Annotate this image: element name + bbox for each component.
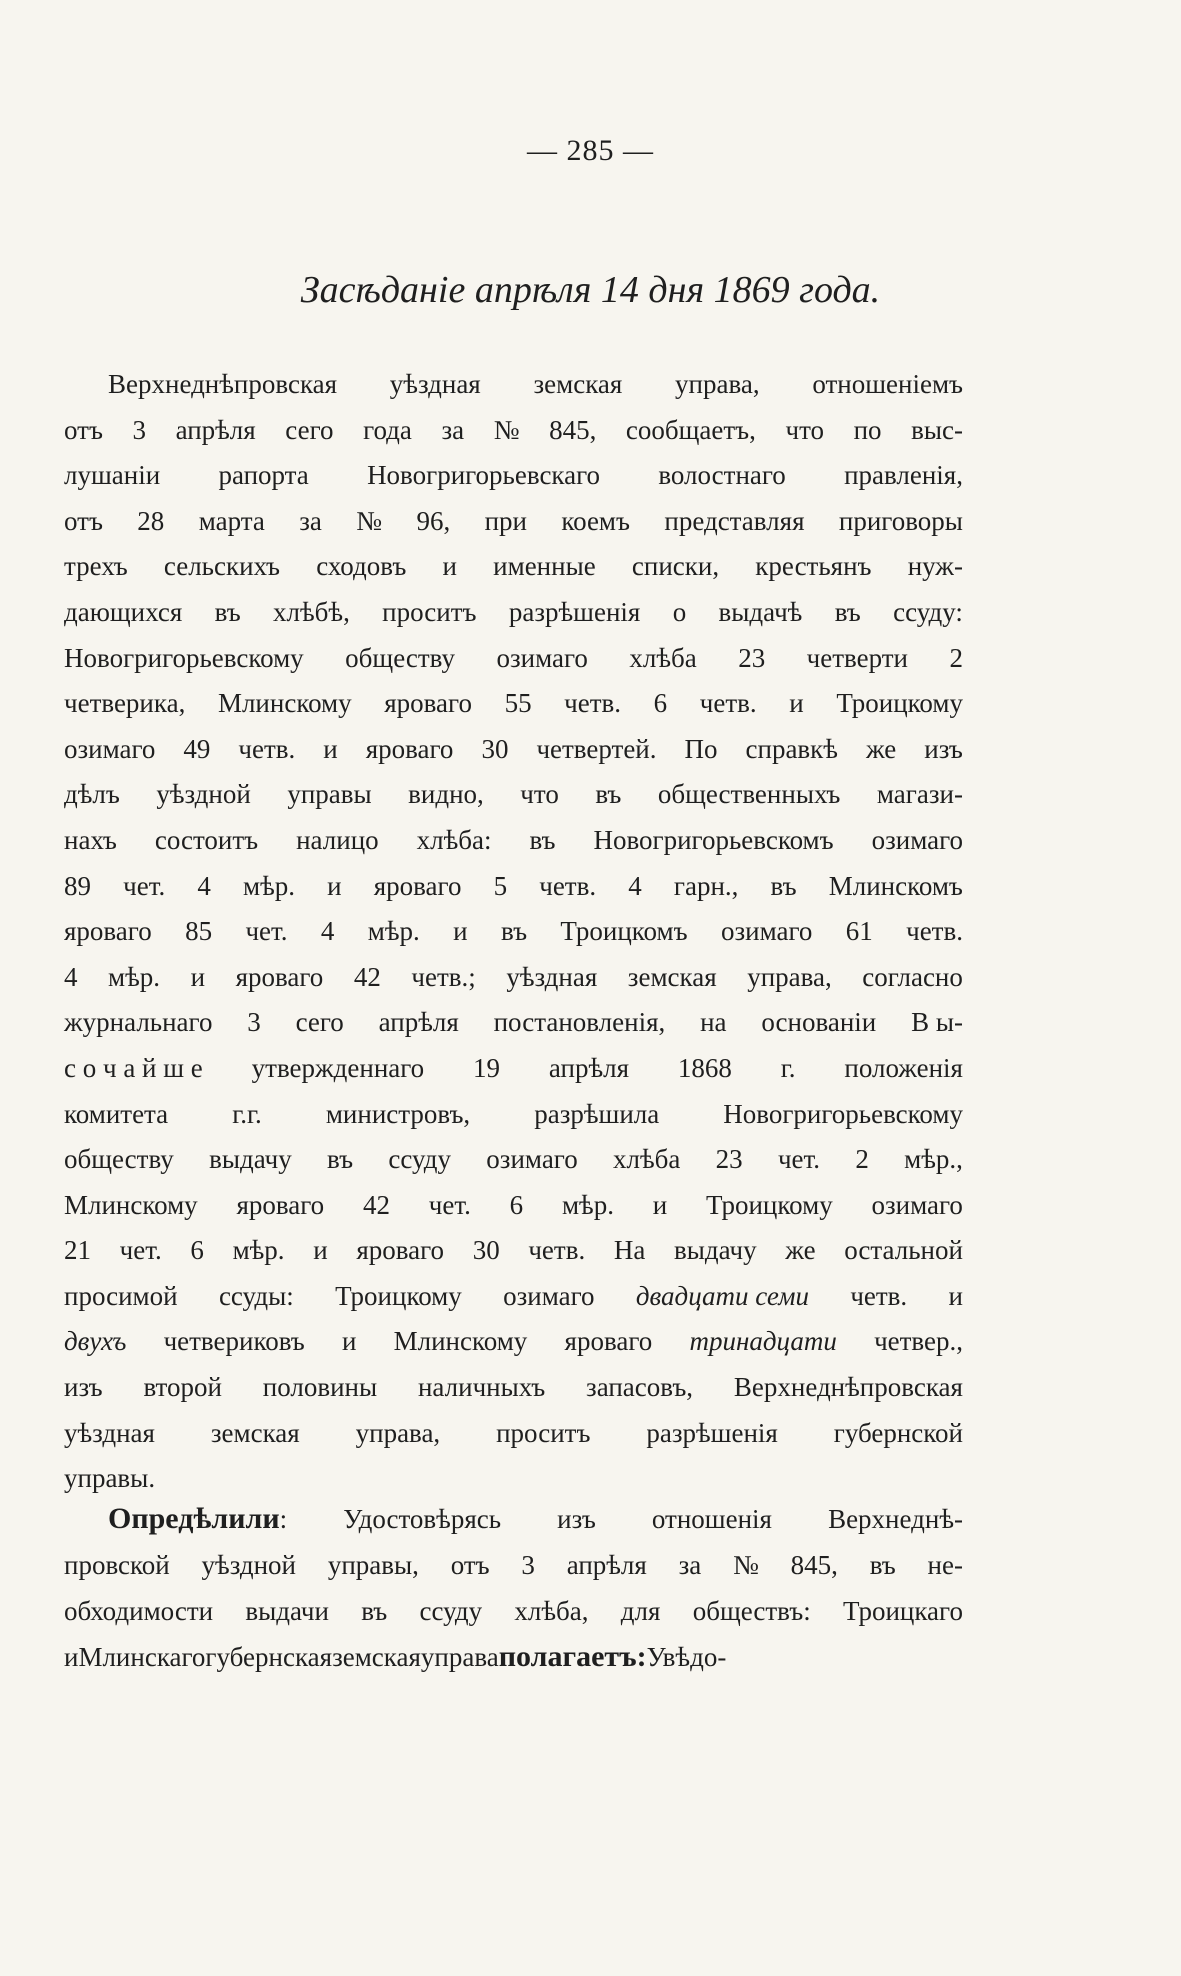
word: Верхнеднѣпровская <box>108 369 338 399</box>
word: положенія <box>844 1052 963 1083</box>
word: четв.; <box>411 961 476 992</box>
word: полагаетъ: <box>498 1640 647 1673</box>
word: четв. <box>564 688 622 719</box>
word: выдачу <box>209 1144 292 1175</box>
word: въ <box>327 1144 354 1175</box>
word: губернской <box>833 1417 963 1448</box>
word: дѣлъ <box>64 779 120 810</box>
word: нуж- <box>907 551 963 582</box>
word: не- <box>927 1550 963 1580</box>
word: яроваго <box>564 1326 653 1357</box>
text-line <box>64 1365 963 1411</box>
word: 61 <box>845 916 873 947</box>
word: яроваго <box>365 733 454 764</box>
word: именные <box>493 551 596 582</box>
word: обществъ: <box>692 1596 811 1626</box>
word: 3 <box>521 1550 535 1580</box>
word: и <box>789 688 804 719</box>
word: г. <box>780 1052 796 1083</box>
word: яроваго <box>384 688 472 719</box>
word: и <box>453 916 468 947</box>
word: видно, <box>408 779 484 810</box>
word: провской <box>64 1550 170 1580</box>
word: 23 <box>715 1144 743 1175</box>
word: выдачи <box>245 1596 329 1626</box>
word: хлѣба <box>629 642 697 673</box>
word: мѣр., <box>904 1144 963 1175</box>
word: Троицкаго <box>842 1596 963 1626</box>
word: хлѣба, <box>514 1596 589 1626</box>
word: и <box>313 1235 328 1266</box>
word: за <box>678 1550 702 1580</box>
word: апрѣля <box>378 1007 459 1038</box>
word: въ <box>501 916 528 947</box>
text-line <box>64 1137 963 1183</box>
word: 2 <box>949 642 963 673</box>
word: ссуду <box>388 1144 451 1175</box>
word: двухъ <box>64 1326 127 1357</box>
word: выдачу <box>674 1235 757 1266</box>
word: 6 <box>190 1235 204 1266</box>
word: волостнаго <box>658 460 786 491</box>
word: Увѣдо- <box>646 1642 727 1672</box>
word: двадцати семи <box>635 1280 809 1311</box>
word: четвериковъ <box>163 1326 305 1357</box>
word: тринадцати <box>689 1326 837 1357</box>
word: с о ч а й ш е <box>64 1052 203 1083</box>
word: обществу <box>64 1144 174 1175</box>
word: сходовъ <box>316 551 407 582</box>
word: 1868 <box>677 1052 732 1083</box>
word: 3 <box>132 414 146 445</box>
word: На <box>613 1235 646 1266</box>
word: мѣр. <box>243 870 296 901</box>
word: чет. <box>428 1189 471 1220</box>
text-line <box>64 362 963 408</box>
word: отъ <box>450 1550 490 1580</box>
word: и <box>323 733 338 764</box>
word: и <box>190 961 206 992</box>
word: 845, <box>790 1550 838 1580</box>
word: № <box>733 1550 759 1580</box>
word: чет. <box>777 1144 821 1175</box>
word: крестьянъ <box>755 551 872 582</box>
word: озимаго <box>871 824 963 855</box>
word: разрѣшенія <box>508 596 641 627</box>
word: 42 <box>362 1189 390 1220</box>
paragraph-report <box>64 362 963 1502</box>
word: четв. <box>528 1235 586 1266</box>
word: сообщаетъ, <box>625 414 756 445</box>
word: проситъ <box>382 596 477 627</box>
word: основаніи <box>761 1007 877 1038</box>
word: коемъ <box>561 505 630 536</box>
word: хлѣба: <box>416 824 492 855</box>
word: яроваго <box>373 870 462 901</box>
word: обществу <box>345 642 455 673</box>
word: же <box>785 1235 816 1266</box>
word: и <box>948 1280 963 1311</box>
word: согласно <box>862 961 963 992</box>
word: въ <box>770 870 797 901</box>
word: По <box>684 733 718 764</box>
word: Новогригорьевскомъ <box>593 824 834 855</box>
word: нахъ <box>64 824 117 855</box>
word: управы. <box>64 1463 156 1494</box>
word: и <box>327 870 342 901</box>
text-line <box>64 727 963 773</box>
word: половины <box>262 1372 378 1403</box>
word: Верхнеднѣ- <box>828 1504 963 1534</box>
word: выдачѣ <box>718 596 803 627</box>
word: отъ <box>64 414 103 445</box>
word: чет. <box>123 870 166 901</box>
word: въ <box>834 596 861 627</box>
word: Новогригорьевскаго <box>367 460 601 491</box>
word: гарн., <box>673 870 739 901</box>
word: № <box>493 414 520 445</box>
word: апрѣля <box>175 414 256 445</box>
word: уѣздная <box>389 369 481 399</box>
word: 30 <box>472 1235 500 1266</box>
word: хлѣбѣ, <box>273 596 350 627</box>
word: что <box>520 779 559 810</box>
word: озимаго <box>871 1189 963 1220</box>
word: и <box>341 1326 357 1357</box>
word: Млинскомъ <box>828 870 963 901</box>
word: управа, <box>355 1417 441 1448</box>
word: земская <box>332 1642 421 1672</box>
word: о <box>672 596 687 627</box>
word: чет. <box>119 1235 162 1266</box>
text-line <box>64 864 963 910</box>
word: 2 <box>855 1144 869 1175</box>
word: яроваго <box>64 916 152 947</box>
word: 49 <box>183 733 211 764</box>
word: же <box>865 733 897 764</box>
word: озимаго <box>64 733 156 764</box>
word: озимаго <box>496 642 588 673</box>
word: 85 <box>185 916 213 947</box>
word: 30 <box>481 733 509 764</box>
word: управы, <box>327 1550 419 1580</box>
word: яроваго <box>356 1235 445 1266</box>
word: магази- <box>876 779 963 810</box>
text-line <box>64 955 963 1001</box>
word: и <box>442 551 457 582</box>
text-line <box>64 772 963 818</box>
word: 42 <box>353 961 381 992</box>
word: состоитъ <box>154 824 259 855</box>
word: сельскихъ <box>163 551 280 582</box>
word: яроваго <box>235 961 324 992</box>
word: мѣр. <box>367 916 420 947</box>
word: въ <box>869 1550 896 1580</box>
word: 4 <box>197 870 211 901</box>
word: Троицкому <box>706 1189 833 1220</box>
text-line <box>64 1319 963 1365</box>
word: изъ <box>64 1372 103 1403</box>
word: четв. <box>699 688 757 719</box>
word: управа <box>420 1642 499 1672</box>
word: за <box>299 505 322 536</box>
word: справкѣ <box>745 733 838 764</box>
word: хлѣба <box>613 1144 681 1175</box>
word: отношеніемъ <box>812 369 963 399</box>
word: общественныхъ <box>657 779 841 810</box>
word: Млинскаго <box>78 1642 206 1672</box>
word: утвержденнаго <box>251 1052 425 1083</box>
text-line <box>64 1496 963 1542</box>
word: отношенія <box>651 1504 772 1534</box>
word: четверика, <box>64 688 186 719</box>
word: озимаго <box>486 1144 578 1175</box>
word: сего <box>295 1007 344 1038</box>
text-line <box>64 1046 963 1092</box>
word: Троицкому <box>335 1280 462 1311</box>
word: озимаго <box>503 1280 595 1311</box>
word: 4 <box>628 870 642 901</box>
word: за <box>441 414 465 445</box>
text-line <box>64 1411 963 1457</box>
word: № <box>356 505 383 536</box>
word: земская <box>627 961 717 992</box>
word: яроваго <box>236 1189 325 1220</box>
word: уѣздная <box>506 961 598 992</box>
word: 6 <box>509 1189 524 1220</box>
word: разрѣшенія <box>646 1417 778 1448</box>
word: 845, <box>549 414 597 445</box>
word: разрѣшила <box>534 1098 660 1129</box>
word: сего <box>285 414 334 445</box>
word: списки, <box>631 551 720 582</box>
word: при <box>484 505 527 536</box>
text-line <box>64 681 963 727</box>
text-line <box>64 1092 963 1138</box>
word: обходимости <box>64 1596 214 1626</box>
word: правленія, <box>844 460 963 491</box>
word: 23 <box>738 642 766 673</box>
word: наличныхъ <box>417 1372 546 1403</box>
word: въ <box>529 824 556 855</box>
text-line <box>64 544 963 590</box>
word: Млинскому <box>64 1189 198 1220</box>
word: лушаніи <box>64 460 161 491</box>
word: В ы- <box>911 1007 963 1038</box>
word: Троицкому <box>836 688 963 719</box>
word: апрѣля <box>548 1052 630 1083</box>
word: г.г. <box>232 1098 262 1129</box>
word: министровъ, <box>325 1098 471 1129</box>
word: четвертей. <box>536 733 657 764</box>
word: уѣздной <box>201 1550 297 1580</box>
word: въ <box>361 1596 388 1626</box>
word: запасовъ, <box>586 1372 694 1403</box>
word: постановленія, <box>493 1007 666 1038</box>
word: года <box>363 414 412 445</box>
word: озимаго <box>720 916 813 947</box>
word: и <box>64 1642 79 1672</box>
word: рапорта <box>218 460 309 491</box>
word: выс- <box>911 414 963 445</box>
word: мѣр. <box>108 961 161 992</box>
word: изъ <box>924 733 963 764</box>
word: апрѣля <box>566 1550 647 1580</box>
text-line <box>64 499 963 545</box>
word: ссуду <box>419 1596 483 1626</box>
word: 6 <box>653 688 668 719</box>
word: приговоры <box>838 505 963 536</box>
word: 3 <box>247 1007 261 1038</box>
word: Млинскому <box>393 1326 528 1357</box>
word: мѣр. <box>561 1189 614 1220</box>
word: 89 <box>64 870 91 901</box>
word: 4 <box>320 916 335 947</box>
word: Млинскому <box>217 688 352 719</box>
text-line <box>64 590 963 636</box>
word: четв. <box>539 870 597 901</box>
word: просимой <box>64 1280 178 1311</box>
word: управа, <box>675 369 760 399</box>
word: Верхнеднѣпровская <box>733 1372 963 1403</box>
word: что <box>785 414 825 445</box>
text-line <box>64 636 963 682</box>
text-line <box>64 1000 963 1046</box>
word: уѣздной <box>156 779 251 810</box>
word: изъ <box>557 1504 596 1534</box>
word: чет. <box>245 916 288 947</box>
word: 28 <box>137 505 165 536</box>
word: Опредѣлили: <box>108 1502 288 1535</box>
word: Троицкомъ <box>560 916 688 947</box>
text-line <box>64 408 963 454</box>
word: по <box>853 414 882 445</box>
page-number: — 285 — <box>527 134 654 167</box>
text-line <box>64 818 963 864</box>
session-heading: Засѣданіе апрѣля 14 дня 1869 года. <box>300 269 881 311</box>
text-line <box>64 1183 963 1229</box>
word: 4 <box>64 961 78 992</box>
word: четв. <box>850 1280 908 1311</box>
word: налицо <box>296 824 379 855</box>
word: 55 <box>504 688 532 719</box>
word: въ <box>595 779 622 810</box>
word: журнальнаго <box>64 1007 213 1038</box>
text-line <box>64 1274 963 1320</box>
text-line <box>64 453 963 499</box>
word: ссуду: <box>893 596 963 627</box>
word: остальной <box>844 1235 963 1266</box>
word: четвер., <box>874 1326 963 1357</box>
word: мѣр. <box>232 1235 285 1266</box>
text-line <box>64 1634 963 1680</box>
word: Новогригорьевскому <box>723 1098 963 1129</box>
word: управа, <box>747 961 832 992</box>
word: управы <box>287 779 372 810</box>
word: второй <box>143 1372 222 1403</box>
word: четв. <box>238 733 296 764</box>
word: губернская <box>205 1642 333 1672</box>
text-line <box>64 1588 963 1634</box>
word: земская <box>210 1417 300 1448</box>
word: отъ <box>64 505 103 536</box>
word: 19 <box>473 1052 501 1083</box>
word: ссуды: <box>218 1280 294 1311</box>
word: четв. <box>906 916 963 947</box>
word: въ <box>214 596 241 627</box>
word: Удостовѣрясь <box>343 1504 502 1534</box>
word: проситъ <box>496 1417 591 1448</box>
word: 21 <box>64 1235 91 1266</box>
paragraph-resolution <box>64 1496 963 1680</box>
word: 96, <box>416 505 451 536</box>
text-line <box>64 1542 963 1588</box>
word: четверти <box>806 642 909 673</box>
word: для <box>620 1596 661 1626</box>
word: трехъ <box>64 551 128 582</box>
word: уѣздная <box>64 1417 155 1448</box>
word: марта <box>198 505 265 536</box>
word: земская <box>533 369 623 399</box>
word: на <box>700 1007 727 1038</box>
word: и <box>652 1189 668 1220</box>
text-line <box>64 1228 963 1274</box>
word: комитета <box>64 1098 169 1129</box>
word: Новогригорьевскому <box>64 642 304 673</box>
text-line <box>64 1456 963 1502</box>
text-line <box>64 909 963 955</box>
word: 5 <box>493 870 508 901</box>
word: дающихся <box>64 596 183 627</box>
word: представляя <box>664 505 805 536</box>
